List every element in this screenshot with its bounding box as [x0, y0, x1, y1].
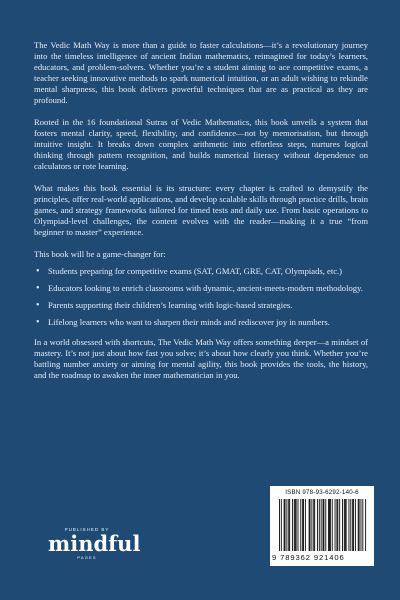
barcode-bar: [286, 499, 287, 551]
barcode-bar: [298, 499, 299, 551]
barcode-bar: [342, 499, 343, 551]
barcode-bar: [281, 499, 282, 551]
barcode-bars: [279, 499, 367, 551]
barcode-bar: [323, 499, 324, 551]
barcode-bar: [352, 499, 353, 551]
barcode-bar: [353, 499, 354, 551]
barcode-bar: [305, 499, 306, 551]
barcode-bar: [285, 499, 286, 551]
barcode-bar: [300, 499, 301, 551]
barcode-bar: [365, 499, 366, 551]
barcode-bar: [296, 499, 297, 551]
list-item-text: Students preparing for competitive exams (SAT, GMAT, GRE, CAT, Olympiads, etc.): [48, 266, 343, 276]
barcode-bar: [330, 499, 331, 551]
barcode-bar: [344, 499, 345, 551]
barcode-bar: [325, 499, 326, 551]
publisher-sub-text: PAGES: [77, 555, 97, 560]
barcode-bar: [313, 499, 314, 551]
bullet-icon: •: [36, 317, 40, 328]
paragraph-2: Rooted in the 16 foundational Sutras of Vedic Mathematics, this book unveils a system that fosters mental clarity, speed, flexibility, and confidence—not by memorisation, but through intuitive insight. It breaks down complex arithmetic into effortless steps, nurtures logical thinking through pattern recognition, and builds numerical literacy without dependence on calculators or rote learning.: [34, 117, 368, 171]
isbn-label: ISBN 978-93-6292-140-6: [285, 489, 359, 496]
barcode-bar: [329, 499, 330, 551]
barcode-bar: [328, 499, 329, 551]
barcode-bar: [302, 499, 303, 551]
barcode-bar: [303, 499, 304, 551]
bullet-icon: •: [36, 266, 40, 277]
barcode-bar: [348, 499, 349, 551]
barcode-bar: [361, 499, 362, 551]
barcode-bar: [336, 499, 337, 551]
barcode-digits: 9 789362 921406: [272, 553, 345, 562]
closing-paragraph: In a world obsessed with shortcuts, The Vedic Math Way offers something deeper—a mindset of mastery. It’s not just about how fast you solve; it’s about how clearly you think. Whether you’re battling number anxiety or aiming for mental agility, this book provides the tools, the history, and the roadmap to awaken the inner mathematician in you.: [34, 337, 368, 380]
barcode-bar: [335, 499, 336, 551]
barcode-bar: [321, 499, 322, 551]
barcode-bar: [362, 499, 363, 551]
barcode-bar: [323, 499, 324, 551]
barcode-bar: [294, 499, 295, 551]
barcode-bar: [350, 499, 351, 551]
barcode-bar: [288, 499, 289, 551]
barcode-bar: [346, 499, 347, 551]
audience-list: [34, 266, 368, 328]
barcode-bar: [292, 499, 293, 551]
barcode-bar: [289, 499, 290, 551]
barcode-bar: [358, 499, 359, 551]
barcode-bar: [311, 499, 312, 551]
list-intro: This book will be a game-changer for:: [34, 249, 166, 259]
publisher-name: mindful: [48, 531, 141, 556]
barcode-bar: [359, 499, 360, 551]
barcode-bar: [295, 499, 296, 551]
barcode-bar: [337, 499, 338, 551]
bullet-icon: •: [36, 283, 40, 294]
list-item: [34, 283, 368, 294]
barcode-bar: [314, 499, 315, 551]
barcode-bar: [284, 499, 285, 551]
list-item: [34, 317, 368, 328]
barcode-bar: [317, 499, 318, 551]
bullet-icon: •: [36, 300, 40, 311]
paragraph-3: What makes this book essential is its structure: every chapter is crafted to demystify the principles, offer real-world applications, and develop scalable skills through practice drills, brain games, and strategy frameworks tailored for timed tests and daily use. From basic operations to Olympiad-level challenges, the content evolves with the reader—making it a true “from beginner to master” experience.: [34, 183, 368, 237]
barcode-bar: [319, 499, 320, 551]
barcode-bar: [332, 499, 333, 551]
publisher-logo: [48, 527, 141, 560]
list-item-text: Educators looking to enrich classrooms with dynamic, ancient-meets-modern methodology.: [48, 283, 363, 293]
barcode-bar: [310, 499, 311, 551]
list-item: [34, 300, 368, 311]
publisher-top-text: PUBLISHED BY: [64, 527, 110, 532]
barcode-bar: [339, 499, 340, 551]
back-cover-text: [34, 40, 368, 381]
barcode-bar: [355, 499, 356, 551]
list-item-text: Parents supporting their children’s learning with logic-based strategies.: [48, 300, 293, 310]
isbn-barcode: [270, 486, 374, 566]
barcode-bar: [309, 499, 310, 551]
barcode-bar: [345, 499, 346, 551]
paragraph-1: The Vedic Math Way is more than a guide to faster calculations—it’s a revolutionary journey into the timeless intelligence of ancient Indian mathematics, reimagined for today’s learners, educators, and problem-solvers. Whether you’re a student aiming to ace competitive exams, a teacher seeking innovative methods to spark numerical intuition, or an adult wishing to rekindle mental sharpness, this book delivers powerful techniques that are as practical as they are profound.: [34, 40, 368, 105]
list-item: [34, 266, 368, 277]
list-item-text: Lifelong learners who want to sharpen their minds and rediscover joy in numbers.: [48, 317, 330, 327]
barcode-bar: [279, 499, 280, 551]
